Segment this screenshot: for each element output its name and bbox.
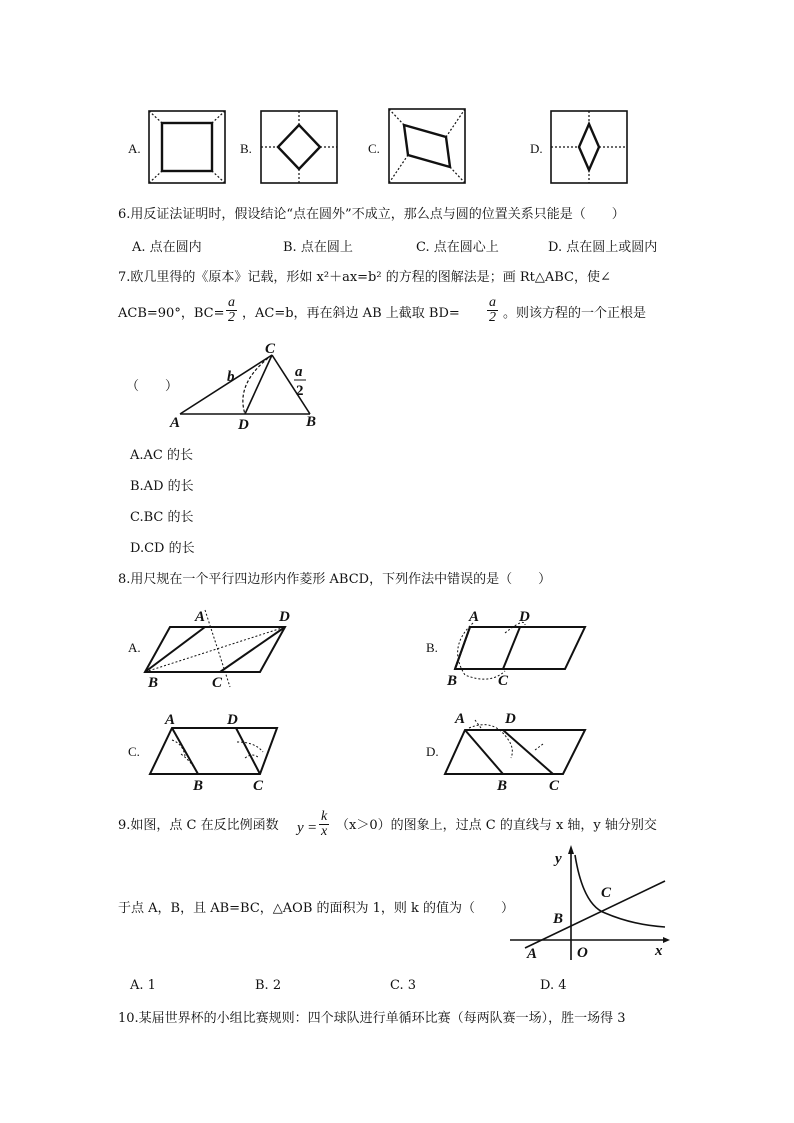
q8d-label-c: C <box>549 778 560 794</box>
q5-figure-c <box>388 108 468 186</box>
q7-stem-line1: 7.欧几里得的《原本》记载，形如 x²＋ax=b² 的方程的图解法是；画 Rt△ABC，使∠ <box>118 270 611 285</box>
q9-option-b: B. 2 <box>255 978 282 993</box>
q8c-label-d: D <box>227 712 238 728</box>
q8c-label-a: A <box>165 712 176 728</box>
q8-figure-b <box>445 605 595 690</box>
q7-stem-line2-a: ACB=90°，BC= <box>118 306 225 321</box>
q7-option-c: C.BC 的长 <box>130 510 194 525</box>
q8d-label-a: A <box>455 711 466 727</box>
q8-figure-c <box>145 712 305 794</box>
q5-figure-b <box>260 110 340 186</box>
q8d-label-b: B <box>497 778 508 794</box>
q8a-label-c: C <box>212 675 223 691</box>
q7-stem-line2-c: 。则该方程的一个正根是 <box>503 306 647 321</box>
q8-option-b-label: B. <box>426 640 438 655</box>
q8-stem: 8.用尺规在一个平行四边形内作菱形 ABCD，下列作法中错误的是（ ） <box>118 572 552 587</box>
q6-option-d: D. 点在圆上或圆内 <box>548 240 658 255</box>
q8b-label-c: C <box>498 673 509 689</box>
q5-figure-a <box>148 110 228 186</box>
q8-option-c-label: C. <box>128 744 140 759</box>
q10-stem: 10.某届世界杯的小组比赛规则：四个球队进行单循环比赛（每两队赛一场），胜一场得 3 <box>118 1011 626 1026</box>
q7-answer-bracket: （ ） <box>126 379 179 394</box>
q9-stem-b: （x＞0）的图象上，过点 C 的直线与 x 轴，y 轴分别交 <box>336 818 657 833</box>
fraction-denominator: 2 <box>489 310 496 325</box>
q7-triangle-figure <box>165 343 335 438</box>
fraction-numerator: k <box>321 809 328 824</box>
q8-option-a-label: A. <box>128 640 141 655</box>
q8d-label-d: D <box>505 711 516 727</box>
q8a-label-a: A <box>195 609 206 625</box>
function-fraction <box>319 810 329 839</box>
q7-label-side-a: a <box>295 364 303 380</box>
q5-option-c-label: C. <box>368 141 380 156</box>
q8-figure-a <box>145 605 305 690</box>
q7-label-b: B <box>306 414 317 430</box>
q7-option-d: D.CD 的长 <box>130 541 195 556</box>
function-y: y <box>297 820 304 836</box>
q5-figure-d <box>550 110 630 186</box>
q8a-label-d: D <box>279 609 290 625</box>
q7-option-b: B.AD 的长 <box>130 479 194 494</box>
fraction-denominator: 2 <box>228 310 235 325</box>
q9-label-b: B <box>553 911 564 927</box>
q8b-label-b: B <box>447 673 458 689</box>
q9-label-y: y <box>555 851 562 867</box>
q7-option-a: A.AC 的长 <box>130 448 193 463</box>
q6-option-c: C. 点在圆心上 <box>416 240 499 255</box>
q8b-label-d: D <box>519 609 530 625</box>
q7-stem-line2-b: ，AC=b，再在斜边 AB 上截取 BD= <box>242 306 460 321</box>
q6-option-a: A. 点在圆内 <box>132 240 202 255</box>
q7-label-side-two: 2 <box>296 383 304 399</box>
fraction-numerator: a <box>489 295 496 310</box>
q5-option-a-label: A. <box>128 141 141 156</box>
q5-option-d-label: D. <box>530 141 543 156</box>
q7-label-a: A <box>170 415 181 431</box>
q8-figure-d <box>445 708 595 794</box>
function-equals: = <box>308 820 317 836</box>
q8c-label-b: B <box>193 778 204 794</box>
q8b-label-a: A <box>469 609 480 625</box>
q9-option-d: D. 4 <box>540 978 567 993</box>
q7-label-side-b: b <box>227 369 235 385</box>
fraction-denominator: x <box>321 824 328 839</box>
q9-label-x: x <box>655 943 663 959</box>
q9-label-c: C <box>601 885 612 901</box>
q5-option-b-label: B. <box>240 141 252 156</box>
q7-fraction-a-over-2-first <box>226 296 237 325</box>
q9-coordinate-figure <box>505 845 670 965</box>
fraction-numerator: a <box>228 295 235 310</box>
q9-label-a: A <box>527 946 538 962</box>
q8-option-d-label: D. <box>426 744 439 759</box>
q9-stem-a: 9.如图，点 C 在反比例函数 <box>118 818 279 833</box>
q6-option-b: B. 点在圆上 <box>283 240 353 255</box>
q7-fraction-a-over-2-second <box>487 296 498 325</box>
q9-option-a: A. 1 <box>130 978 156 993</box>
q9-label-o: O <box>577 945 588 961</box>
q9-stem-line2: 于点 A，B，且 AB=BC，△AOB 的面积为 1，则 k 的值为（ ） <box>118 901 515 916</box>
q9-option-c: C. 3 <box>390 978 417 993</box>
q7-label-d: D <box>238 417 249 433</box>
q8c-label-c: C <box>253 778 264 794</box>
q8a-label-b: B <box>148 675 159 691</box>
q6-stem: 6.用反证法证明时，假设结论“点在圆外”不成立，那么点与圆的位置关系只能是（ ） <box>118 207 625 222</box>
q7-label-c: C <box>265 341 276 357</box>
